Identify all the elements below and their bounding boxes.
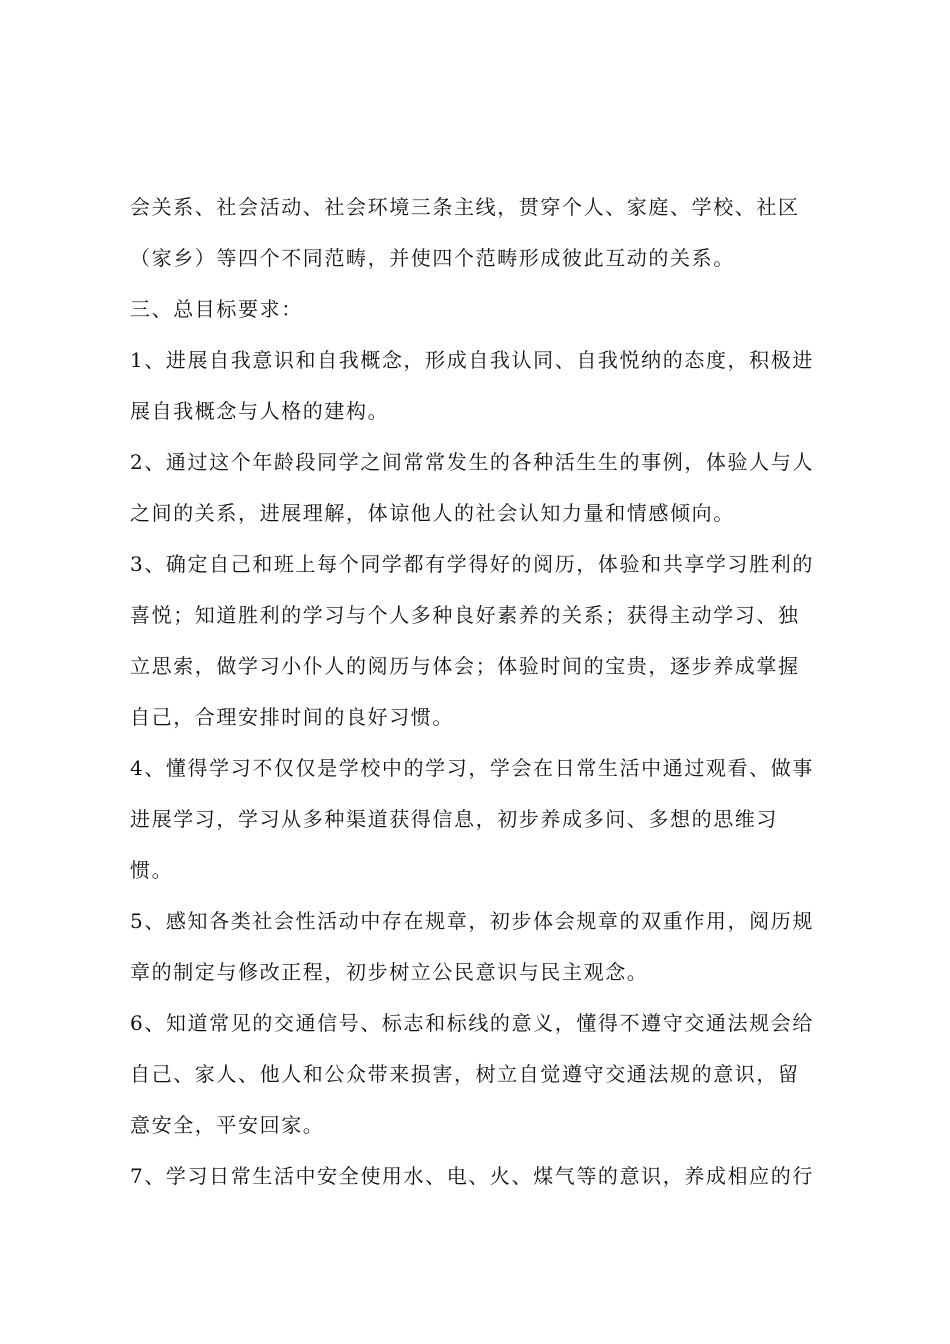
- text-line: 5、感知各类社会性活动中存在规章，初步体会规章的双重作用，阅历规: [130, 909, 814, 933]
- text-line: 之间的关系，进展理解，体谅他人的社会认知力量和情感倾向。: [130, 501, 735, 525]
- text-line: 3、确定自己和班上每个同学都有学得好的阅历，体验和共享学习胜利的: [130, 552, 814, 576]
- text-line: 4、懂得学习不仅仅是学校中的学习，学会在日常生活中通过观看、做事: [130, 756, 814, 780]
- text-line: 进展学习，学习从多种渠道获得信息，初步养成多问、多想的思维习: [130, 807, 778, 831]
- text-line: 自己，合理安排时间的良好习惯。: [130, 705, 454, 729]
- text-line: 2、通过这个年龄段同学之间常常发生的各种活生生的事例，体验人与人: [130, 450, 814, 474]
- text-line: 1、进展自我意识和自我概念，形成自我认同、自我悦纳的态度，积极进: [130, 348, 814, 372]
- text-line: 章的制定与修改正程，初步树立公民意识与民主观念。: [130, 960, 649, 984]
- text-line: 自己、家人、他人和公众带来损害，树立自觉遵守交通法规的意识，留: [130, 1062, 800, 1086]
- text-line: 惯。: [130, 858, 174, 882]
- text-line: 6、知道常见的交通信号、标志和标线的意义，懂得不遵守交通法规会给: [130, 1011, 814, 1035]
- text-line: 意安全，平安回家。: [130, 1113, 325, 1137]
- text-line: 立思索，做学习小仆人的阅历与体会；体验时间的宝贵，逐步养成掌握: [130, 654, 800, 678]
- text-line: 会关系、社会活动、社会环境三条主线，贯穿个人、家庭、学校、社区: [130, 195, 800, 219]
- text-line: 7、学习日常生活中安全使用水、电、火、煤气等的意识，养成相应的行: [130, 1164, 814, 1188]
- text-line: 喜悦；知道胜利的学习与个人多种良好素养的关系；获得主动学习、独: [130, 603, 800, 627]
- text-line: （家乡）等四个不同范畴，并使四个范畴形成彼此互动的关系。: [130, 246, 735, 270]
- text-line: 展自我概念与人格的建构。: [130, 399, 390, 423]
- section-heading: 三、总目标要求：: [130, 297, 303, 321]
